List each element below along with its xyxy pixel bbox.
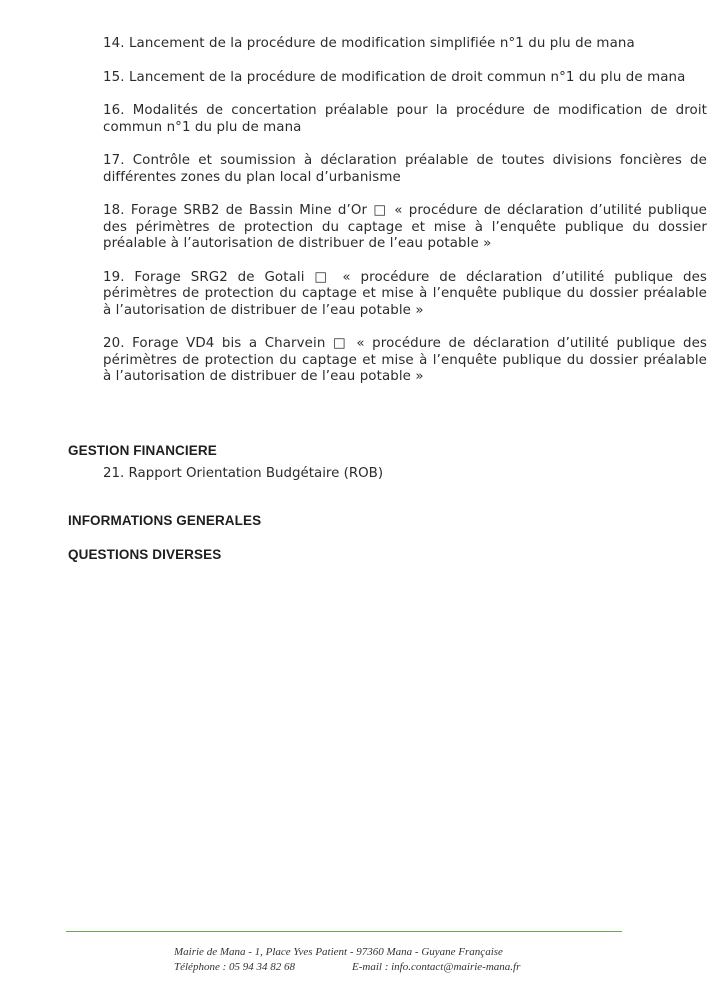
agenda-item-19: 19. Forage SRG2 de Gotali □ « procédure de déclaration d’utilité publique des périmètres de protection du captage et mise à l’enquête publique du dossier préalable à l’autorisation de distribuer de l’eau potable » xyxy=(103,269,707,318)
agenda-item-list xyxy=(103,36,707,403)
footer-email: E-mail : info.contact@mairie-mana.fr xyxy=(352,961,521,973)
agenda-item-16: 16. Modalités de concertation préalable pour la procédure de modification de droit commun n°1 du plu de mana xyxy=(103,103,707,135)
footer-address: Mairie de Mana - 1, Place Yves Patient - 97360 Mana - Guyane Française xyxy=(174,946,503,958)
footer-divider xyxy=(66,931,622,932)
section-title-questions-diverses: QUESTIONS DIVERSES xyxy=(68,547,222,562)
agenda-item-20: 20. Forage VD4 bis a Charvein □ « procédure de déclaration d’utilité publique des périmètres de protection du captage et mise à l’enquête publique du dossier préalable à l’autorisation de distribuer de l’eau potable » xyxy=(103,336,707,384)
agenda-item-21: 21. Rapport Orientation Budgétaire (ROB) xyxy=(103,466,384,481)
agenda-item-14: 14. Lancement de la procédure de modification simplifiée n°1 du plu de mana xyxy=(103,36,635,51)
agenda-item-18: 18. Forage SRB2 de Bassin Mine d’Or □ « procédure de déclaration d’utilité publique des périmètres de protection du captage et mise à l’enquête publique du dossier préalable à l’autorisation de distribuer de l’eau potable » xyxy=(103,203,707,251)
agenda-item-17: 17. Contrôle et soumission à déclaration préalable de toutes divisions foncières de différentes zones du plan local d’urbanisme xyxy=(103,153,707,185)
section-title-informations-generales: INFORMATIONS GENERALES xyxy=(68,513,262,528)
section-title-gestion-financiere: GESTION FINANCIERE xyxy=(68,443,217,458)
agenda-item-15: 15. Lancement de la procédure de modification de droit commun n°1 du plu de mana xyxy=(103,69,686,85)
footer-telephone: Téléphone : 05 94 34 82 68 xyxy=(174,961,295,973)
